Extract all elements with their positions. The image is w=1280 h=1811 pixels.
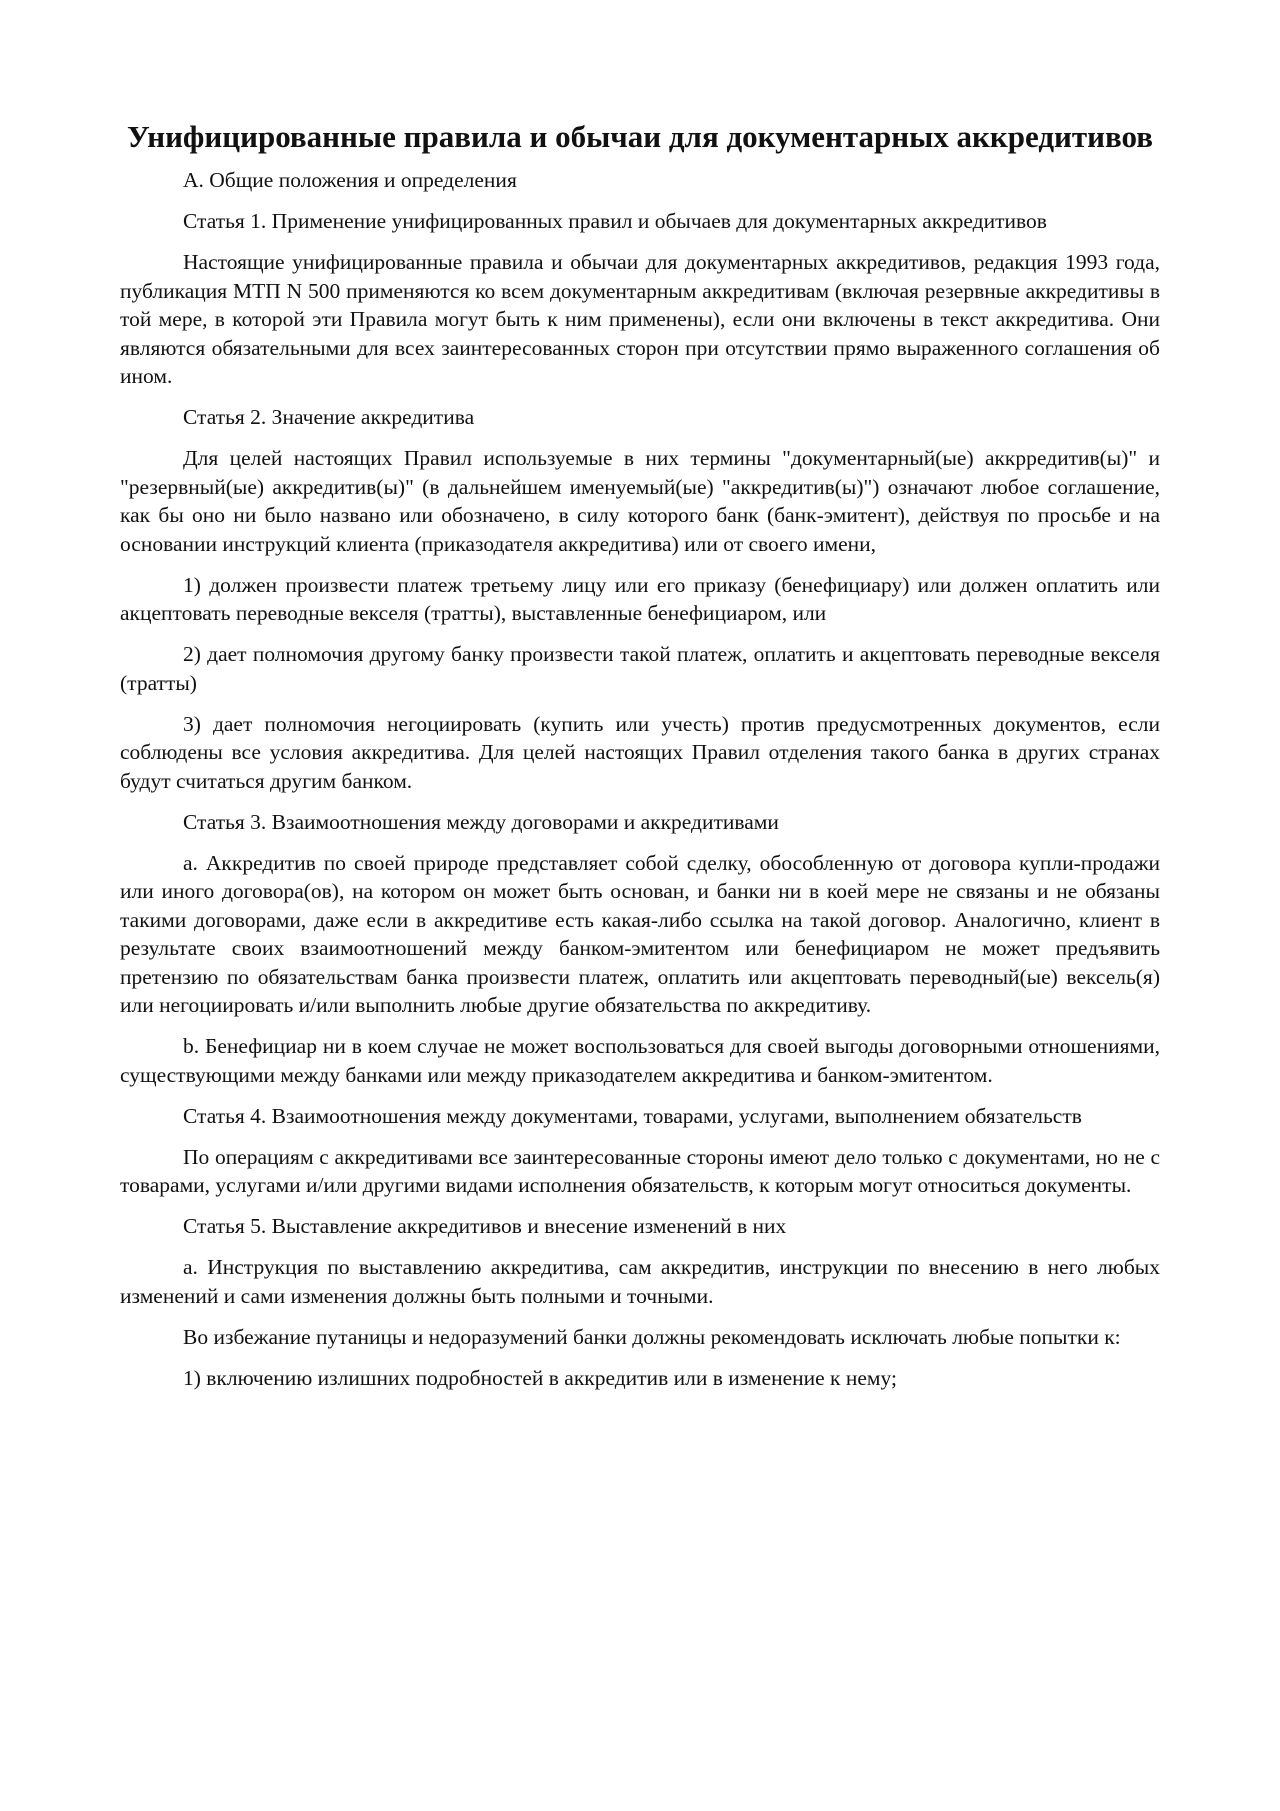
article-5-clause-a: a. Инструкция по выставлению аккредитива, сам аккредитив, инструкции по внесению в него любых изменений и сами изменения должны быть полными и точными. (120, 1255, 1160, 1308)
article-2-item-3: 3) дает полномочия негоциировать (купить или учесть) против предусмотренных документов, если соблюдены все условия аккредитива. Для целей настоящих Правил отделения такого банка в других странах будут считаться другим банком. (120, 711, 1160, 793)
article-2-item-1: 1) должен произвести платеж третьему лицу или его приказу (бенефициару) или должен оплатить или акцептовать переводные векселя (тратты), выставленные бенефициаром, или (120, 572, 1160, 625)
document-page (120, 118, 1160, 1405)
section-a-heading: А. Общие положения и определения (183, 168, 517, 192)
article-1-paragraph: Настоящие унифицированные правила и обычаи для документарных аккредитивов, редакция 1993 года, публикация МТП N 500 применяются ко всем документарным аккредитивам (включая резервные аккредитивы в той мере, в которой эти Правила могут быть к ним применены), если они включены в текст аккредитива. Они являются обязательными для всех заинтересованных сторон при отсутствии прямо выраженного соглашения об ином. (120, 250, 1160, 388)
article-2-item-2: 2) дает полномочия другому банку произвести такой платеж, оплатить и акцептовать переводные векселя (тратты) (120, 642, 1160, 695)
article-4-heading: Статья 4. Взаимоотношения между документами, товарами, услугами, выполнением обязательств (183, 1103, 1082, 1128)
article-5-heading: Статья 5. Выставление аккредитивов и внесение изменений в них (183, 1214, 787, 1238)
article-4-paragraph: По операциям с аккредитивами все заинтересованные стороны имеют дело только с документами, но не с товарами, услугами и/или другими видами исполнения обязательств, к которым могут относиться документы. (120, 1144, 1160, 1197)
article-3-clause-a: a. Аккредитив по своей природе представляет собой сделку, обособленную от договора купли-продажи или иного договора(ов), на котором он может быть основан, и банки ни в коей мере не связаны и не обязаны такими договорами, даже если в аккредитиве есть какая-либо ссылка на такой договор. Аналогично, клиент в результате своих взаимоотношений между банком-эмитентом или бенефициаром не может предъявить претензию по обязательствам банка произвести платеж, оплатить или акцептовать переводный(ые) вексель(я) или негоциировать и/или выполнить любые другие обязательства по аккредитиву. (120, 850, 1160, 1017)
article-5-item-1: 1) включению излишних подробностей в аккредитив или в изменение к нему; (183, 1365, 897, 1390)
article-5-paragraph: Во избежание путаницы и недоразумений банки должны рекомендовать исключать любые попытки к: (183, 1324, 1121, 1349)
article-2-paragraph: Для целей настоящих Правил используемые в них термины "документарный(ые) аккрредитив(ы)" и "резервный(ые) аккредитив(ы)" (в дальнейшем именуемый(ые) "аккредитив(ы)") означают любое соглашение, как бы оно ни было названо или обозначено, в силу которого банк (банк-эмитент), действуя по просьбе и на основании инструкций клиента (приказодателя аккредитива) или от своего имени, (120, 446, 1160, 556)
article-2-heading: Статья 2. Значение аккредитива (183, 405, 475, 429)
document-title: Унифицированные правила и обычаи для документарных аккредитивов (127, 119, 1153, 154)
article-3-clause-b: b. Бенефициар ни в коем случае не может воспользоваться для своей выгоды договорными отношениями, существующими между банками или между приказодателем аккредитива и банком-эмитентом. (120, 1034, 1160, 1087)
article-3-heading: Статья 3. Взаимоотношения между договорами и аккредитивами (183, 809, 779, 834)
article-1-heading: Статья 1. Применение унифицированных правил и обычаев для документарных аккредитивов (183, 209, 1047, 233)
